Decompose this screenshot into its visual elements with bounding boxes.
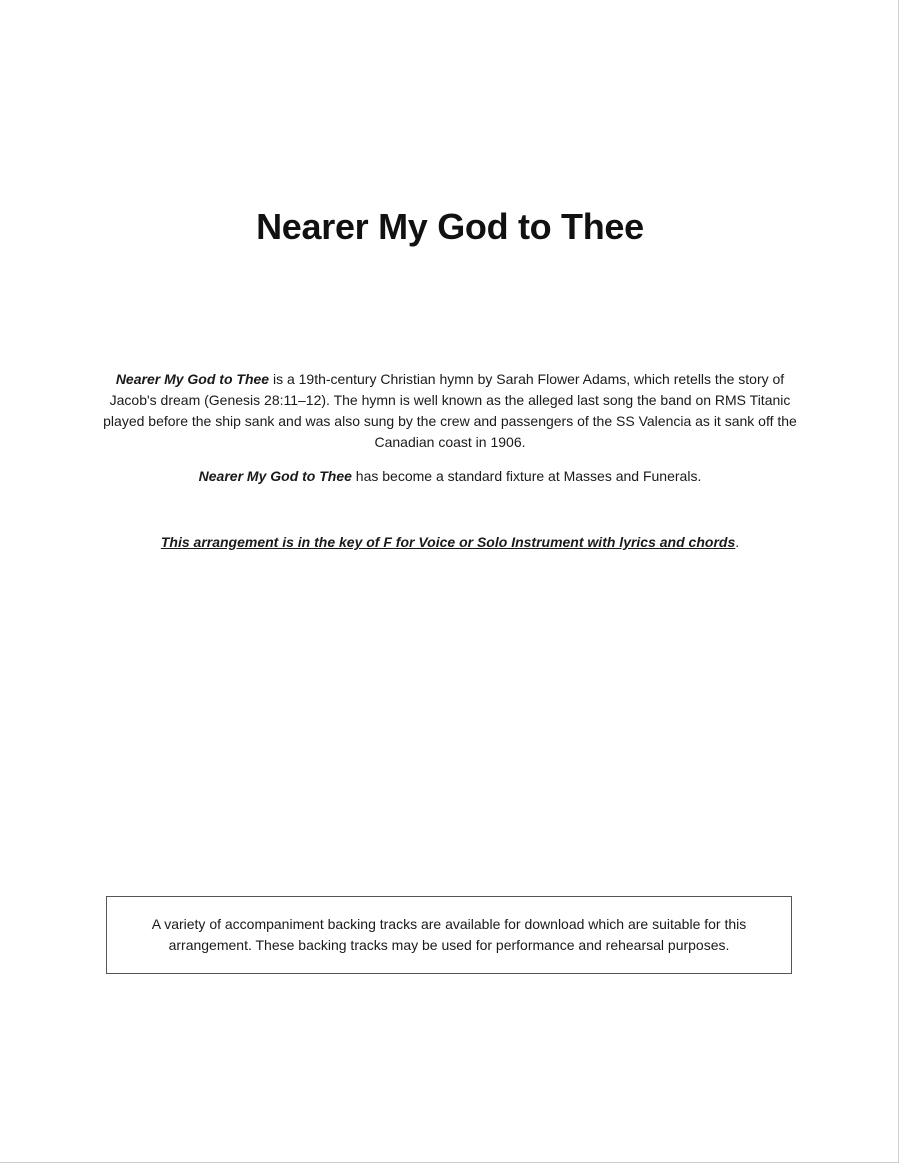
intro-hymn-name: Nearer My God to Thee <box>115 371 270 387</box>
arrangement-period: . <box>735 534 740 550</box>
backing-tracks-box <box>106 896 792 974</box>
fixture-paragraph <box>100 466 800 487</box>
page-title: Nearer My God to Thee <box>256 206 644 247</box>
fixture-hymn-name: Nearer My God to Thee <box>198 468 352 484</box>
intro-paragraph <box>100 369 800 453</box>
intro-text: is a 19th-century Christian hymn by Sarah Flower Adams, which retells the story of Jacob's dream (Genesis 28:11–12). The hymn is well known as the alleged last song the band on RMS Titanic played before the ship sank and was also sung by the crew and passengers of the SS Valencia as it sank off the Canadian coast in 1906. <box>103 371 797 450</box>
fixture-text: has become a standard fixture at Masses and Funerals. <box>351 468 702 484</box>
backing-tracks-text: A variety of accompaniment backing tracks are available for download which are suitable for this arrangement. These backing tracks may be used for performance and rehearsal purposes. <box>151 916 747 953</box>
arrangement-note <box>100 532 800 553</box>
arrangement-text: This arrangement is in the key of F for Voice or Solo Instrument with lyrics and chords <box>160 534 736 550</box>
